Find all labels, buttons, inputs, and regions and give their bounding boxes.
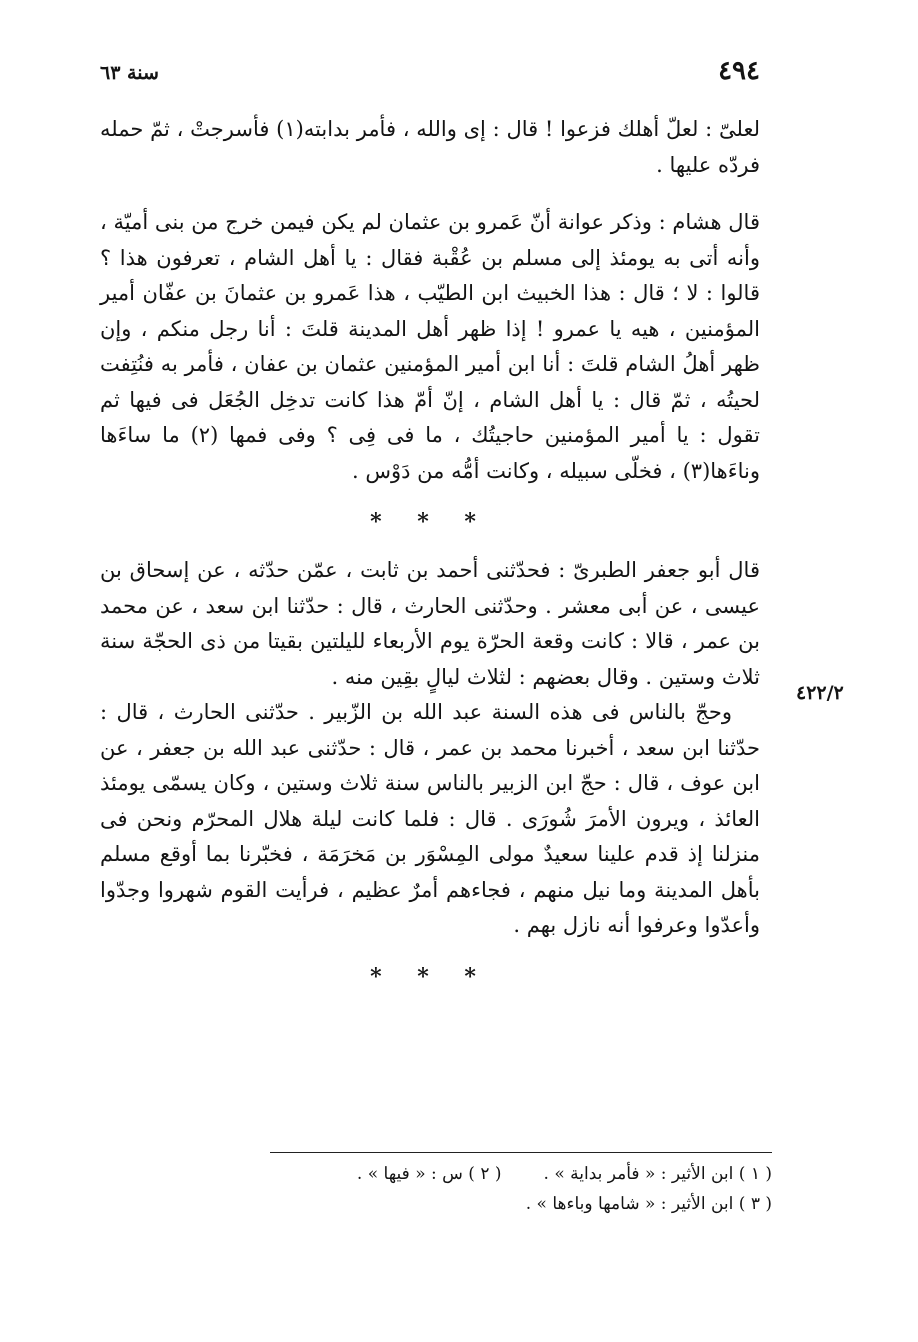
paragraph-3: قال أبو جعفر الطبرىّ : فحدّثنى أحمد بن ثابت ، عمّن حدّثه ، عن إسحاق بن عيسى ، عن أبى معشر . وحدّثنى الحارث ، قال : حدّثنا ابن سعد ، عن محمد بن عمر ، قالا : كانت وقعة الحرّة يوم الأربعاء لليلتين بقيتا من ذى الحجّة سنة ثلاث وستين . وقال بعضهم : لثلاث ليالٍ بقِين منه .: [100, 558, 760, 689]
section-separator: * * *: [370, 509, 490, 535]
page-number: ٤٩٤: [718, 56, 760, 86]
running-head-year: سنة ٦٣: [100, 62, 159, 84]
footnotes: [270, 1152, 772, 1219]
footnote-row: [270, 1159, 772, 1189]
paragraph-1: لعلىّ : لعلّ أهلك فزعوا ! قال : إى والله ، فأمر بدابته(١) فأسرجتْ ، ثمّ حمله فردّه عليها .: [100, 117, 760, 177]
paragraph-4: وحجّ بالناس فى هذه السنة عبد الله بن الزّبير . حدّثنى الحارث ، قال : حدّثنا ابن سعد ، أخبرنا محمد بن عمر ، قال : حدّثنى عبد الله بن جعفر ، عن ابن عوف ، قال : حجّ ابن الزبير بالناس سنة ثلاث وستين ، وكان يسمّى يومئذ العائذ ، ويرون الأمرَ شُورَى . قال : فلما كانت ليلة هلال المحرّم ونحن فى منزلنا إذ قدم علينا سعيدٌ مولى المِسْوَر بن مَخرَمَة ، فخبّرنا بما أوقع مسلم بأهل المدينة وما نيل منهم ، فجاءهم أمرٌ عظيم ، فرأيت القوم شهروا وجدّوا وأعدّوا وعرفوا أنه نازل بهم .: [100, 700, 760, 937]
page-header: [100, 56, 760, 96]
footnote-1: ( ١ ) ابن الأثير : « فأمر بداية » .: [543, 1164, 772, 1184]
paragraph-2: قال هشام : وذكر عوانة أنّ عَمرو بن عثمان لم يكن فيمن خرج من بنى أميّة ، وأنه أتى به يومئذ إلى مسلم بن عُقْبة فقال : يا أهل الشام ، تعرفون هذا ؟ قالوا : لا ؛ قال : هذا الخبيث ابن الطيّب ، هذا عَمرو بن عثمانَ بن عفّان أمير المؤمنين ، هيه يا عمرو ! إذا ظهر أهل المدينة قلتَ : أنا رجل منكم ، وإن ظهر أهلُ الشام قلتَ : أنا ابن أمير المؤمنين عثمان بن عفان ، فأمر به فنُتِفت لحيتُه ، ثمّ قال : يا أهل الشام ، إنّ أمّ هذا كانت تدخِل الجُعَل فى فيها ثم تقول : يا أمير المؤمنين حاجيتُك ، ما فى فِى ؟ وفى فمها (٢) ما ساءَها وناءَها(٣) ، فخلّى سبيله ، وكانت أمُّه من دَوْس .: [100, 210, 760, 483]
paragraph-gap: [100, 183, 760, 205]
footnote-row: [270, 1189, 772, 1219]
margin-reference: ٤٢٢/٢: [796, 682, 844, 704]
footnote-2: ( ٢ ) س : « فيها » .: [356, 1164, 502, 1184]
footnote-3: ( ٣ ) ابن الأثير : « شامها وباءها » .: [525, 1194, 772, 1214]
main-text: [100, 112, 760, 1008]
section-separator-end: * * *: [370, 963, 490, 990]
